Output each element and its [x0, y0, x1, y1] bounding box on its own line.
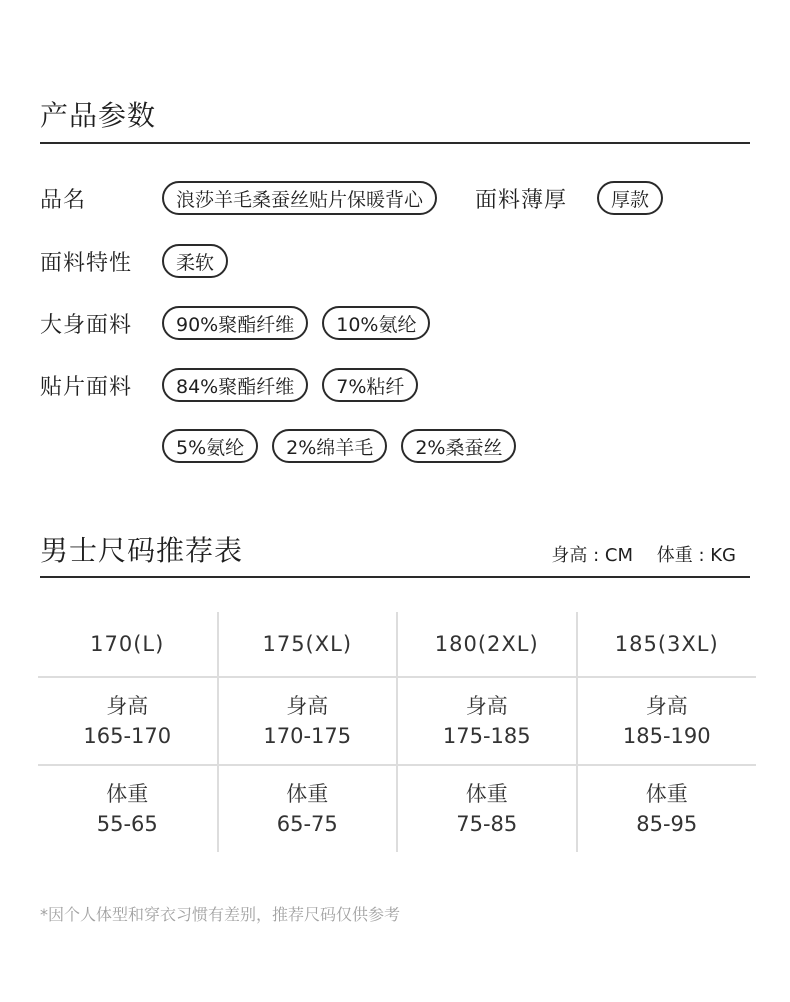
param-row-patch-fabric	[40, 365, 432, 405]
height-cell	[218, 677, 398, 765]
weight-value: 55-65	[96, 812, 158, 836]
height-cell	[577, 677, 757, 765]
size-header-cell: 170(L)	[38, 612, 218, 677]
size-table	[38, 612, 756, 852]
height-label: 身高	[286, 694, 329, 718]
patch-fabric-pill: 84%聚酯纤维	[162, 368, 308, 402]
thickness-label: 面料薄厚	[475, 187, 568, 213]
height-label: 身高	[465, 694, 508, 718]
patch-fabric-pill: 2%桑蚕丝	[401, 429, 516, 463]
body-fabric-label: 大身面料	[40, 312, 133, 338]
param-row-patch-fabric-cont	[40, 426, 530, 466]
height-cell	[38, 677, 218, 765]
height-label: 身高	[645, 694, 688, 718]
unit-legend	[533, 541, 736, 567]
weight-cell	[397, 765, 577, 852]
weight-cell	[218, 765, 398, 852]
size-header-cell: 180(2XL)	[397, 612, 577, 677]
property-label: 面料特性	[40, 250, 133, 276]
size-chart-title: 男士尺码推荐表	[40, 534, 244, 567]
weight-label: 体重	[465, 782, 508, 806]
weight-label: 体重	[286, 782, 329, 806]
height-value: 175-185	[442, 724, 531, 748]
name-label: 品名	[40, 187, 87, 213]
height-cell	[397, 677, 577, 765]
weight-cell	[577, 765, 757, 852]
height-row	[38, 677, 756, 765]
patch-fabric-pill: 5%氨纶	[162, 429, 258, 463]
size-header-cell: 185(3XL)	[577, 612, 757, 677]
param-row-name	[40, 178, 677, 218]
unit-height: 身高 : CM	[551, 545, 633, 566]
weight-cell	[38, 765, 218, 852]
name-value-pill: 浪莎羊毛桑蚕丝贴片保暖背心	[162, 181, 437, 215]
params-divider	[40, 142, 750, 144]
weight-value: 65-75	[276, 812, 338, 836]
size-chart-divider	[40, 576, 750, 578]
weight-value: 75-85	[456, 812, 518, 836]
weight-label: 体重	[645, 782, 688, 806]
patch-fabric-pill: 2%绵羊毛	[272, 429, 387, 463]
weight-value: 85-95	[636, 812, 698, 836]
property-value-pill: 柔软	[162, 244, 228, 278]
height-value: 185-190	[622, 724, 711, 748]
patch-fabric-pill: 7%粘纤	[322, 368, 418, 402]
body-fabric-pill: 90%聚酯纤维	[162, 306, 308, 340]
size-disclaimer: *因个人体型和穿衣习惯有差别，推荐尺码仅供参考	[40, 905, 401, 924]
param-row-property	[40, 241, 242, 281]
size-header-cell: 175(XL)	[218, 612, 398, 677]
unit-weight: 体重 : KG	[656, 545, 736, 566]
param-row-body-fabric	[40, 303, 444, 343]
size-header-row	[38, 612, 756, 677]
weight-row	[38, 765, 756, 852]
thickness-value-pill: 厚款	[597, 181, 663, 215]
params-title: 产品参数	[40, 99, 157, 132]
height-label: 身高	[106, 694, 149, 718]
patch-fabric-label: 贴片面料	[40, 374, 133, 400]
weight-label: 体重	[106, 782, 149, 806]
height-value: 170-175	[263, 724, 352, 748]
height-value: 165-170	[83, 724, 172, 748]
body-fabric-pill: 10%氨纶	[322, 306, 430, 340]
